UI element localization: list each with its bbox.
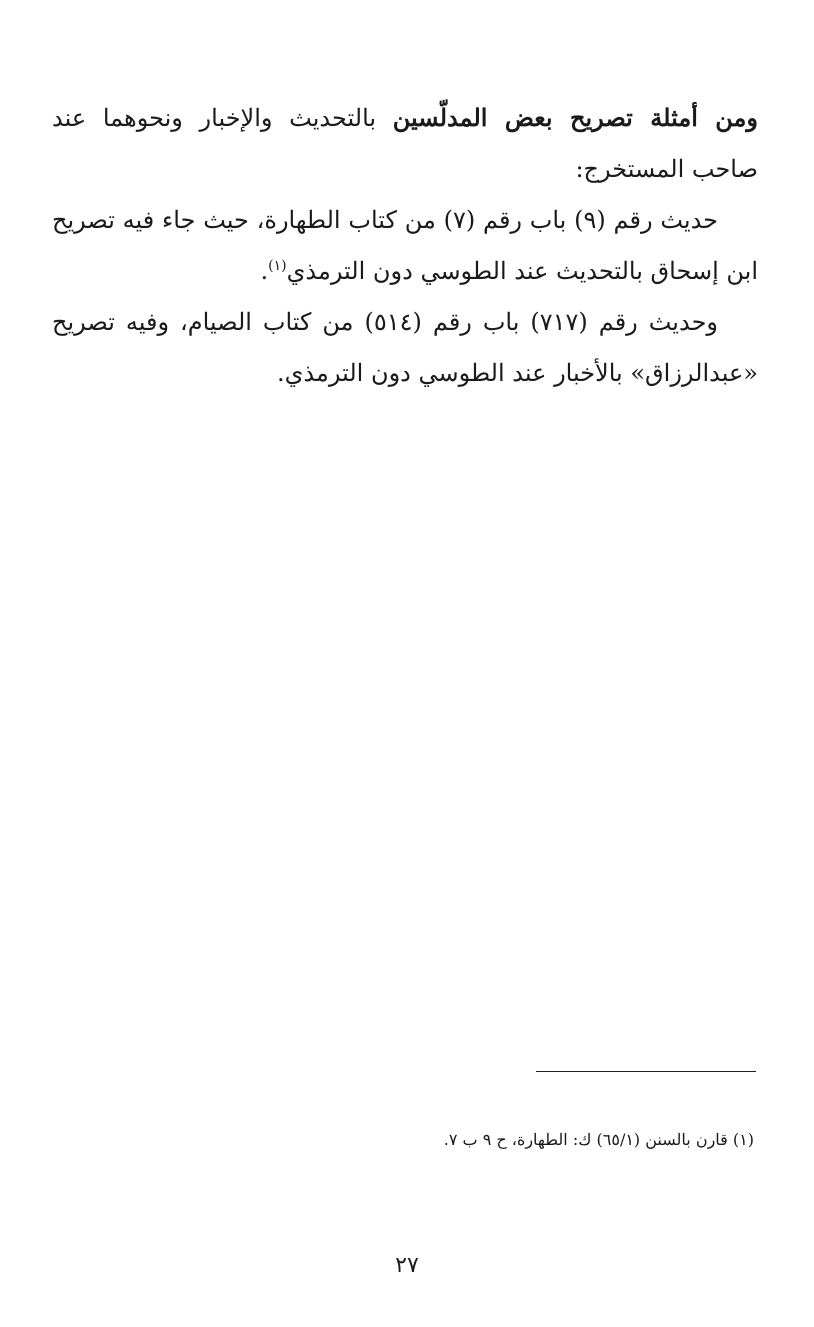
paragraph-hadith-717 (52, 297, 758, 399)
hadith-717-text: وحديث رقم (٧١٧) باب رقم (٥١٤) من كتاب الصيام، وفيه تصريح «عبدالرزاق» بالأخبار عند الطوسي دون الترمذي. (52, 308, 758, 387)
intro-bold-phrase: ومن أمثلة تصريح بعض المدلّسين (392, 103, 758, 132)
intro-rest: بالتحديث والإخبار ونحوهما عند صاحب المستخرج: (52, 104, 758, 183)
footnote-divider (536, 1071, 756, 1072)
main-text (52, 92, 758, 399)
hadith-9-text: حديث رقم (٩) باب رقم (٧) من كتاب الطهارة، حيث جاء فيه تصريح ابن إسحاق بالتحديث عند الطوسي دون الترمذي (52, 206, 758, 285)
footnote-marker[interactable]: (١) (268, 258, 287, 274)
page-number: ٢٧ (395, 1253, 419, 1278)
hadith-9-end: . (260, 257, 269, 285)
footnote: (١) قارن بالسنن (٦٥/١) ك: الطهارة، ح ٩ ب ٧. (443, 1130, 754, 1149)
paragraph-intro (52, 92, 758, 195)
paragraph-hadith-9 (52, 195, 758, 297)
